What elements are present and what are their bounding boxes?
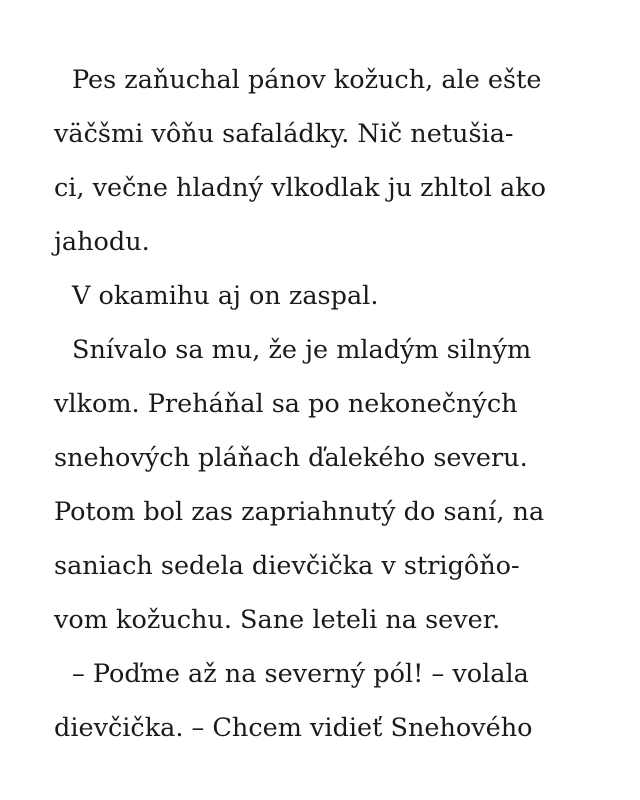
text-line: snehových pláňach ďalekého severu. — [54, 443, 528, 473]
text-body — [54, 53, 600, 755]
text-line: väčšmi vôňu safaládky. Nič netušia- — [54, 119, 514, 149]
text-line: Potom bol zas zapriahnutý do saní, na — [54, 497, 545, 527]
text-line: Pes zaňuchal pánov kožuch, ale ešte — [72, 65, 542, 95]
text-line: dievčička. – Chcem vidieť Snehového — [54, 713, 533, 743]
text-line: ci, večne hladný vlkodlak ju zhltol ako — [54, 173, 547, 203]
text-line: vom kožuchu. Sane leteli na sever. — [54, 605, 501, 635]
text-line: vlkom. Preháňal sa po nekonečných — [54, 389, 518, 419]
text-line: saniach sedela dievčička v strigôňo- — [54, 551, 520, 581]
text-line: jahodu. — [54, 227, 150, 257]
text-line: Snívalo sa mu, že je mladým silným — [72, 335, 532, 365]
text-line: V okamihu aj on zaspal. — [72, 281, 379, 311]
text-line: – Poďme až na severný pól! – volala — [72, 659, 529, 689]
